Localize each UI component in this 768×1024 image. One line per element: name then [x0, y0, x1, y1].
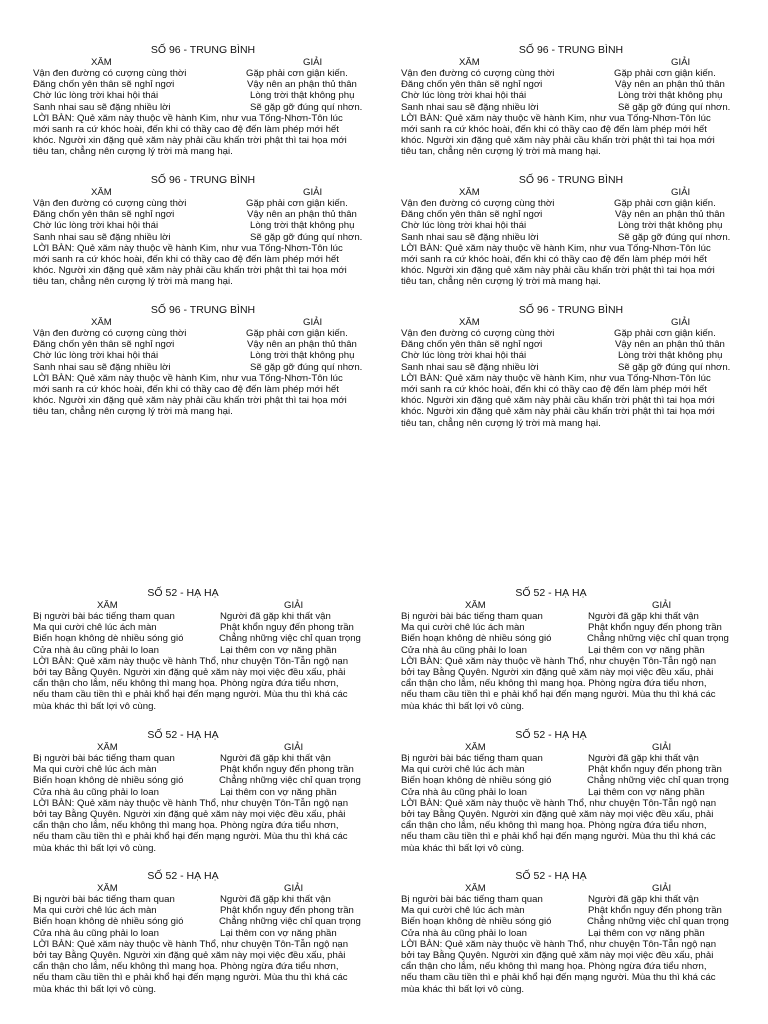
verse-line: Vận đen đường có cượng cùng thời [33, 68, 187, 79]
explanation-line: Người đã gặp khi thất vận [220, 894, 331, 905]
commentary: LỜI BÀN: Quẻ xăm này thuộc về hành Kim, như vua Tống-Nhơn-Tôn lúc mới sanh ra cứ khóc hoài, đến khi có thầy cao đệ đến làm phép mới hết khóc. Người xin đặng quẻ xăm này phải cầu khấn trời phật thì tai họa mới tiêu tan, chẳng nên cượng lý trời mà mang hại. [33, 112, 347, 158]
verse-line: Chờ lúc lòng trời khai hội thái [33, 90, 159, 102]
explanation-line: Lại thêm con vợ năng phần [588, 644, 705, 656]
verse-line: Cửa nhà âu cũng phải lo loan [33, 786, 159, 798]
heading-xam: XĂM [97, 742, 118, 753]
verse-line: Chờ lúc lòng trời khai hội thái [401, 90, 527, 102]
explanation-line: Phật khổn nguy đến phong trần [588, 764, 722, 776]
explanation-line: Lòng trời thật không phụ [618, 220, 723, 232]
commentary: LỜI BÀN: Quẻ xăm này thuộc về hành Thổ, như chuyện Tôn-Tẫn ngộ nạn bởi tay Bằng Quyên. Người xin đặng quẻ xăm này mọi việc đều xấu, phải cẩn thận cho lắm, nếu không thì mang họa. Phòng ngừa đứa tiểu nhơn, nếu tham cầu tiền thì e phải khổ hại đến mạng người. Mùa thu thì khá các mùa khác thì bất lợi vô cùng. [401, 938, 717, 995]
verse-line: Biến hoạn không dè nhiều sóng gió [401, 775, 552, 787]
explanation-line: Gặp phải cơn giận kiến. [614, 328, 716, 339]
verse-line: Sanh nhai sau sẽ đặng nhiều lời [401, 361, 539, 373]
heading-giai: GIẢI [671, 187, 691, 198]
card-title: SỐ 52 - HẠ HẠ [147, 587, 219, 599]
explanation-line: Chẳng những việc chỉ quan trọng [219, 633, 361, 645]
verse-line: Vận đen đường có cượng cùng thời [33, 198, 187, 209]
fortune-card-96-left-1 [33, 44, 373, 158]
verse-line: Đăng chốn yên thân sẽ nghỉ ngơi [33, 339, 175, 351]
explanation-line: Vậy nên an phận thủ thân [615, 209, 725, 221]
explanation-line: Lòng trời thật không phụ [250, 220, 355, 232]
verse-line: Đăng chốn yên thân sẽ nghỉ ngơi [401, 339, 543, 351]
explanation-line: Người đã gặp khi thất vận [588, 894, 699, 905]
verse-line: Bị người bài bác tiếng tham quan [33, 753, 175, 764]
fortune-card-52-right-3 [401, 870, 741, 995]
explanation-line: Người đã gặp khi thất vận [220, 753, 331, 764]
explanation-line: Lòng trời thật không phụ [618, 350, 723, 362]
verse-line: Bị người bài bác tiếng tham quan [401, 611, 543, 622]
explanation-line: Gặp phải cơn giận kiến. [246, 328, 348, 339]
card-title: SỐ 52 - HẠ HẠ [515, 870, 587, 882]
explanation-line: Sẽ gặp gỡ đúng quí nhơn. [618, 101, 731, 113]
verse-line: Biến hoạn không dè nhiều sóng gió [401, 633, 552, 645]
verse-line: Bị người bài bác tiếng tham quan [401, 753, 543, 764]
heading-xam: XĂM [465, 600, 486, 611]
card-title: SỐ 52 - HẠ HẠ [147, 729, 219, 741]
verse-line: Sanh nhai sau sẽ đặng nhiều lời [401, 101, 539, 113]
commentary: LỜI BÀN: Quẻ xăm này thuộc về hành Thổ, như chuyện Tôn-Tẫn ngộ nạn bởi tay Bằng Quyên. Người xin đặng quẻ xăm này mọi việc đều xấu, phải cẩn thận cho lắm, nếu không thì mang họa. Phòng ngừa đứa tiểu nhơn, nếu tham cầu tiền thì e phải khổ hại đến mạng người. Mùa thu thì khá các mùa khác thì bất lợi vô cùng. [33, 938, 349, 995]
explanation-line: Sẽ gặp gỡ đúng quí nhơn. [618, 361, 731, 373]
heading-giai: GIẢI [284, 600, 304, 611]
verse-line: Sanh nhai sau sẽ đặng nhiều lời [401, 231, 539, 243]
heading-giai: GIẢI [284, 883, 304, 894]
commentary: LỜI BÀN: Quẻ xăm này thuộc về hành Thổ, như chuyện Tôn-Tẫn ngộ nạn bởi tay Bằng Quyên. Người xin đặng quẻ xăm này mọi việc đều xấu, phải cẩn thận cho lắm, nếu không thì mang họa. Phòng ngừa đứa tiểu nhơn, nếu tham cầu tiền thì e phải khổ hại đến mạng người. Mùa thu thì khá các mùa khác thì bất lợi vô cùng. [401, 797, 717, 854]
verse-line: Biến hoạn không dè nhiều sóng gió [33, 775, 184, 787]
heading-xam: XĂM [459, 57, 480, 68]
verse-line: Chờ lúc lòng trời khai hội thái [33, 220, 159, 232]
verse-line: Cửa nhà âu cũng phải lo loan [401, 786, 527, 798]
heading-xam: XĂM [459, 187, 480, 198]
verse-line: Ma qui cười chê lúc ách màn [401, 622, 525, 634]
heading-giai: GIẢI [671, 317, 691, 328]
verse-line: Cửa nhà âu cũng phải lo loan [33, 927, 159, 939]
heading-giai: GIẢI [303, 187, 323, 198]
explanation-line: Chẳng những việc chỉ quan trọng [219, 775, 361, 787]
explanation-line: Lòng trời thật không phụ [618, 90, 723, 102]
verse-line: Ma qui cười chê lúc ách màn [33, 622, 157, 634]
verse-line: Ma qui cười chê lúc ách màn [401, 764, 525, 776]
verse-line: Sanh nhai sau sẽ đặng nhiều lời [33, 231, 171, 243]
verse-line: Ma qui cười chê lúc ách màn [33, 764, 157, 776]
fortune-card-52-right-2 [401, 729, 741, 854]
commentary: LỜI BÀN: Quẻ xăm này thuộc về hành Thổ, như chuyện Tôn-Tẫn ngộ nạn bởi tay Bằng Quyên. Người xin đặng quẻ xăm này mọi việc đều xấu, phải cẩn thận cho lắm, nếu không thì mang họa. Phòng ngừa đứa tiểu nhơn, nếu tham cầu tiền thì e phải khổ hại đến mạng người. Mùa thu thì khá các mùa khác thì bất lợi vô cùng. [401, 655, 717, 712]
explanation-line: Lại thêm con vợ năng phần [588, 786, 705, 798]
fortune-card-52-left-1 [33, 587, 373, 712]
fortune-card-96-left-2 [33, 174, 373, 288]
fortune-card-96-right-2 [401, 174, 741, 288]
verse-line: Đăng chốn yên thân sẽ nghỉ ngơi [33, 209, 175, 221]
verse-line: Chờ lúc lòng trời khai hội thái [33, 350, 159, 362]
verse-line: Bị người bài bác tiếng tham quan [33, 894, 175, 905]
heading-giai: GIẢI [284, 742, 304, 753]
card-title: SỐ 52 - HẠ HẠ [515, 729, 587, 741]
fortune-card-52-left-2 [33, 729, 373, 854]
heading-xam: XĂM [97, 600, 118, 611]
heading-xam: XĂM [459, 317, 480, 328]
verse-line: Cửa nhà âu cũng phải lo loan [401, 927, 527, 939]
explanation-line: Vậy nên an phận thủ thân [615, 79, 725, 91]
verse-line: Biến hoạn không dè nhiều sóng gió [33, 916, 184, 928]
heading-giai: GIẢI [671, 57, 691, 68]
explanation-line: Gặp phải cơn giận kiến. [614, 68, 716, 79]
verse-line: Cửa nhà âu cũng phải lo loan [401, 644, 527, 656]
card-title: SỐ 96 - TRUNG BÌNH [150, 174, 256, 186]
verse-line: Ma qui cười chê lúc ách màn [401, 905, 525, 917]
commentary: LỜI BÀN: Quẻ xăm này thuộc về hành Thổ, như chuyện Tôn-Tẫn ngộ nạn bởi tay Bằng Quyên. Người xin đặng quẻ xăm này mọi việc đều xấu, phải cẩn thận cho lắm, nếu không thì mang họa. Phòng ngừa đứa tiểu nhơn, nếu tham cầu tiền thì e phải khổ hại đến mạng người. Mùa thu thì khá các mùa khác thì bất lợi vô cùng. [33, 797, 349, 854]
card-title: SỐ 96 - TRUNG BÌNH [150, 304, 256, 316]
heading-xam: XĂM [91, 317, 112, 328]
card-title: SỐ 52 - HẠ HẠ [147, 870, 219, 882]
explanation-line: Chẳng những việc chỉ quan trọng [587, 775, 729, 787]
explanation-line: Phật khổn nguy đến phong trần [220, 764, 354, 776]
explanation-line: Vậy nên an phận thủ thân [247, 79, 357, 91]
fortune-card-96-right-3 [401, 304, 741, 429]
explanation-line: Phật khổn nguy đến phong trần [220, 622, 354, 634]
explanation-line: Lòng trời thật không phụ [250, 90, 355, 102]
verse-line: Biến hoạn không dè nhiều sóng gió [401, 916, 552, 928]
verse-line: Đăng chốn yên thân sẽ nghỉ ngơi [401, 79, 543, 91]
explanation-line: Chẳng những việc chỉ quan trọng [219, 916, 361, 928]
heading-giai: GIẢI [652, 742, 672, 753]
explanation-line: Lại thêm con vợ năng phần [220, 786, 337, 798]
heading-giai: GIẢI [303, 57, 323, 68]
heading-xam: XĂM [91, 187, 112, 198]
card-title: SỐ 96 - TRUNG BÌNH [518, 174, 624, 186]
fortune-card-52-right-1 [401, 587, 741, 712]
verse-line: Sanh nhai sau sẽ đặng nhiều lời [33, 361, 171, 373]
commentary: LỜI BÀN: Quẻ xăm này thuộc về hành Kim, như vua Tống-Nhơn-Tôn lúc mới sanh ra cứ khóc hoài, đến khi có thầy cao đệ đến làm phép mới hết khóc. Người xin đặng quẻ xăm này phải cầu khấn trời phật thì tai họa mới tiêu tan, chẳng nên cượng lý trời mà mang hại. [401, 242, 715, 288]
explanation-line: Gặp phải cơn giận kiến. [246, 68, 348, 79]
verse-line: Vận đen đường có cượng cùng thời [401, 68, 555, 79]
commentary: LỜI BÀN: Quẻ xăm này thuộc về hành Kim, như vua Tống-Nhơn-Tôn lúc mới sanh ra cứ khóc hoài, đến khi có thầy cao đệ đến làm phép mới hết khóc. Người xin đặng quẻ xăm này phải cầu khấn trời phật thì tai họa mới tiêu tan, chẳng nên cượng lý trời mà mang hại. [33, 372, 347, 418]
explanation-line: Người đã gặp khi thất vận [588, 753, 699, 764]
heading-xam: XĂM [465, 883, 486, 894]
explanation-line: Chẳng những việc chỉ quan trọng [587, 916, 729, 928]
card-title: SỐ 96 - TRUNG BÌNH [518, 304, 624, 316]
heading-xam: XĂM [465, 742, 486, 753]
fortune-card-96-right-1 [401, 44, 741, 158]
heading-giai: GIẢI [652, 600, 672, 611]
commentary: LỜI BÀN: Quẻ xăm này thuộc về hành Kim, như vua Tống-Nhơn-Tôn lúc mới sanh ra cứ khóc hoài, đến khi có thầy cao đệ đến làm phép mới hết khóc. Người xin đặng quẻ xăm này phải cầu khấn trời phật thì tai họa mới tiêu tan, chẳng nên cượng lý trời mà mang hại. [401, 112, 715, 158]
verse-line: Bị người bài bác tiếng tham quan [401, 894, 543, 905]
explanation-line: Phật khổn nguy đến phong trần [588, 622, 722, 634]
commentary: LỜI BÀN: Quẻ xăm này thuộc về hành Thổ, như chuyện Tôn-Tẫn ngộ nạn bởi tay Bằng Quyên. Người xin đặng quẻ xăm này mọi việc đều xấu, phải cẩn thận cho lắm, nếu không thì mang họa. Phòng ngừa đứa tiểu nhơn, nếu tham cầu tiền thì e phải khổ hại đến mạng người. Mùa thu thì khá các mùa khác thì bất lợi vô cùng. [33, 655, 349, 712]
explanation-line: Người đã gặp khi thất vận [588, 611, 699, 622]
explanation-line: Vậy nên an phận thủ thân [247, 209, 357, 221]
heading-xam: XĂM [97, 883, 118, 894]
fortune-card-52-left-3 [33, 870, 373, 995]
verse-line: Chờ lúc lòng trời khai hội thái [401, 350, 527, 362]
verse-line: Chờ lúc lòng trời khai hội thái [401, 220, 527, 232]
explanation-line: Vậy nên an phận thủ thân [615, 339, 725, 351]
explanation-line: Sẽ gặp gỡ đúng quí nhơn. [250, 361, 363, 373]
verse-line: Vận đen đường có cượng cùng thời [401, 328, 555, 339]
explanation-line: Phật khổn nguy đến phong trần [588, 905, 722, 917]
explanation-line: Gặp phải cơn giận kiến. [614, 198, 716, 209]
verse-line: Ma qui cười chê lúc ách màn [33, 905, 157, 917]
verse-line: Bị người bài bác tiếng tham quan [33, 611, 175, 622]
verse-line: Vận đen đường có cượng cùng thời [401, 198, 555, 209]
explanation-line: Lại thêm con vợ năng phần [220, 927, 337, 939]
explanation-line: Phật khổn nguy đến phong trần [220, 905, 354, 917]
explanation-line: Vậy nên an phận thủ thân [247, 339, 357, 351]
fortune-card-96-left-3 [33, 304, 373, 418]
heading-giai: GIẢI [652, 883, 672, 894]
explanation-line: Lòng trời thật không phụ [250, 350, 355, 362]
explanation-line: Sẽ gặp gỡ đúng quí nhơn. [250, 101, 363, 113]
commentary: LỜI BÀN: Quẻ xăm này thuộc về hành Kim, như vua Tống-Nhơn-Tôn lúc mới sanh ra cứ khóc hoài, đến khi có thầy cao đệ đến làm phép mới hết khóc. Người xin đặng quẻ xăm này phải cầu khấn trời phật thì tai họa mới tiêu tan, chẳng nên cượng lý trời mà mang hại. [33, 242, 347, 288]
repeated-commentary-line: khóc. Người xin đặng quẻ xăm này phải cầu khấn trời phật thì tai họa mới [401, 406, 715, 418]
explanation-line: Sẽ gặp gỡ đúng quí nhơn. [618, 231, 731, 243]
verse-line: Vận đen đường có cượng cùng thời [33, 328, 187, 339]
explanation-line: Lại thêm con vợ năng phần [588, 927, 705, 939]
verse-line: Đăng chốn yên thân sẽ nghỉ ngơi [33, 79, 175, 91]
explanation-line: Lại thêm con vợ năng phần [220, 644, 337, 656]
explanation-line: Chẳng những việc chỉ quan trọng [587, 633, 729, 645]
heading-xam: XĂM [91, 57, 112, 68]
commentary: LỜI BÀN: Quẻ xăm này thuộc về hành Kim, như vua Tống-Nhơn-Tôn lúc mới sanh ra cứ khóc hoài, đến khi có thầy cao đệ đến làm phép mới hết khóc. Người xin đặng quẻ xăm này phải cầu khấn trời phật thì tai họa mới khóc. Người xin đặng quẻ xăm này phải cầu khấn trời phật thì tai họa mới tiêu tan, chẳng nên cượng lý trời mà mang hại. [401, 373, 741, 429]
verse-line: Sanh nhai sau sẽ đặng nhiều lời [33, 101, 171, 113]
heading-giai: GIẢI [303, 317, 323, 328]
verse-line: Biến hoạn không dè nhiều sóng gió [33, 633, 184, 645]
card-title: SỐ 52 - HẠ HẠ [515, 587, 587, 599]
explanation-line: Sẽ gặp gỡ đúng quí nhơn. [250, 231, 363, 243]
verse-line: Cửa nhà âu cũng phải lo loan [33, 644, 159, 656]
card-title: SỐ 96 - TRUNG BÌNH [150, 44, 256, 56]
explanation-line: Người đã gặp khi thất vận [220, 611, 331, 622]
explanation-line: Gặp phải cơn giận kiến. [246, 198, 348, 209]
verse-line: Đăng chốn yên thân sẽ nghỉ ngơi [401, 209, 543, 221]
card-title: SỐ 96 - TRUNG BÌNH [518, 44, 624, 56]
